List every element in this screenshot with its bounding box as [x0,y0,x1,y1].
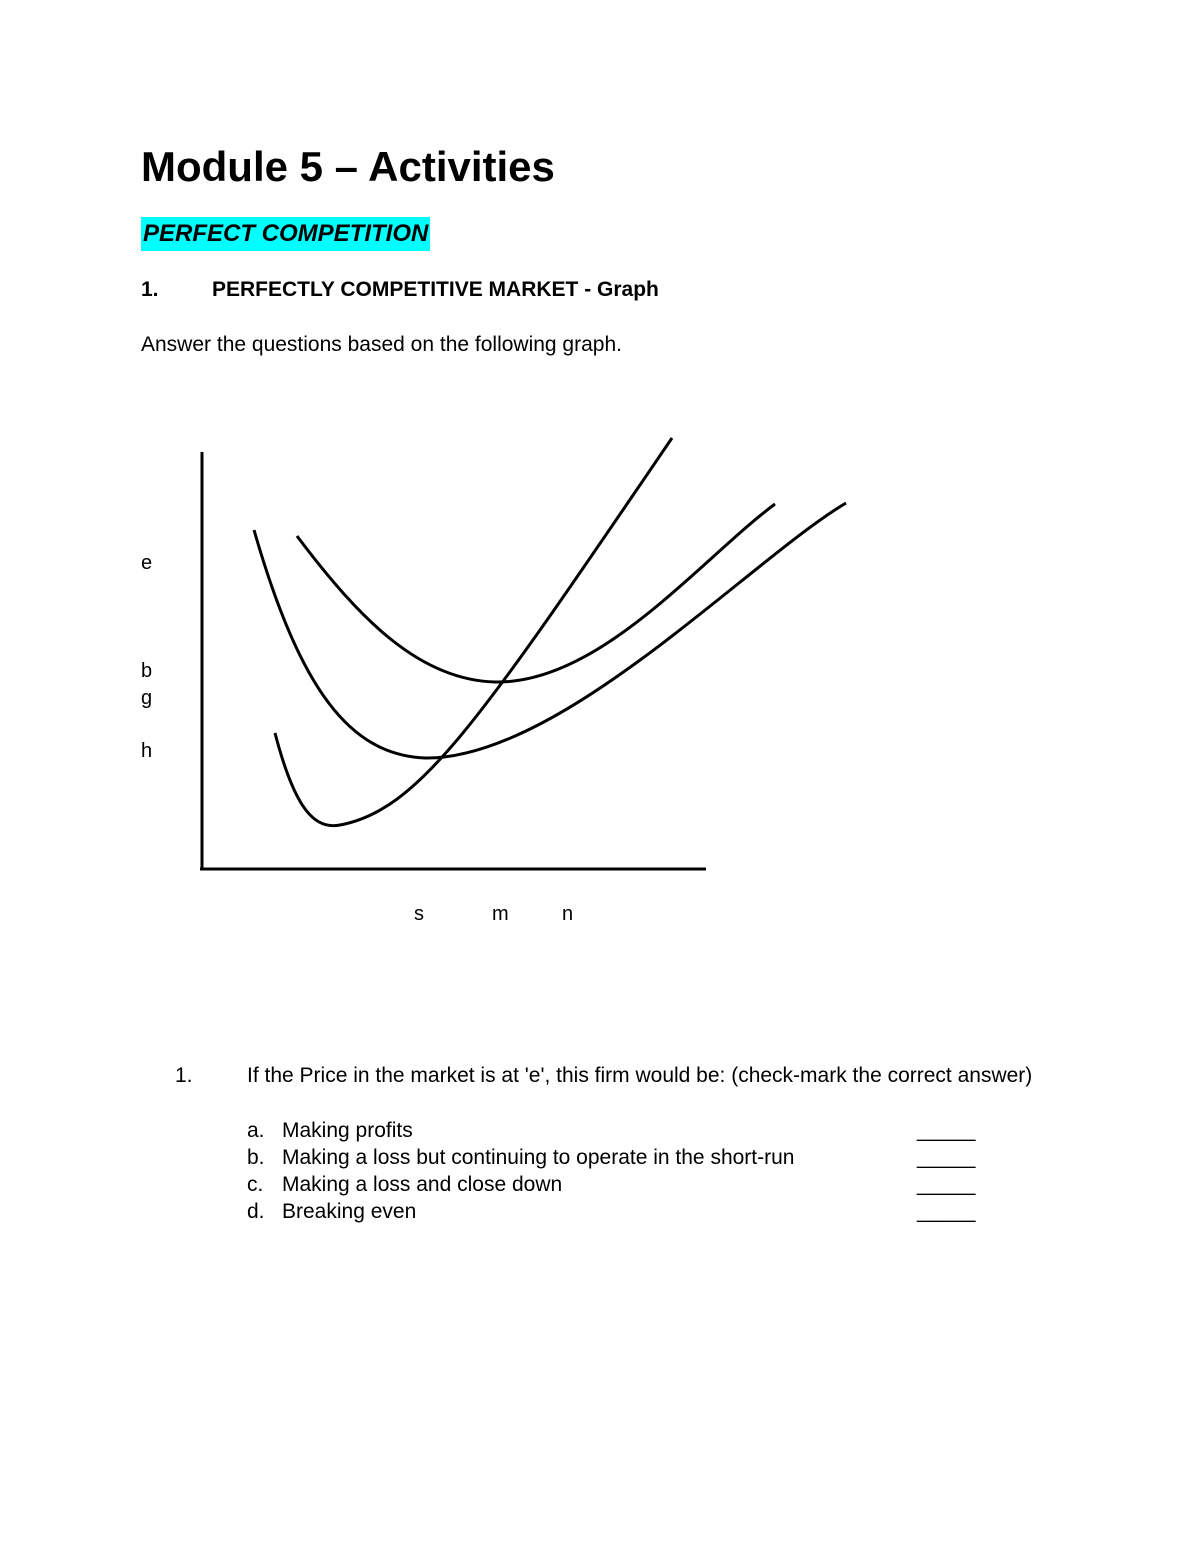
avc-curve [254,503,846,758]
x-label-s: s [414,903,424,925]
option-d[interactable] [247,1198,987,1225]
question-heading-number: 1. [141,278,159,301]
option-text: Breaking even [282,1200,417,1223]
x-label-m: m [492,903,509,925]
atc-curve [297,504,775,682]
option-text: Making profits [282,1119,413,1142]
option-b[interactable] [247,1144,987,1171]
option-letter: a. [247,1119,265,1142]
option-letter: b. [247,1146,265,1169]
question-number: 1. [175,1064,193,1087]
option-a[interactable] [247,1117,987,1144]
answer-blank[interactable]: _____ [917,1173,976,1196]
y-label-g: g [141,687,153,709]
page-title: Module 5 – Activities [141,143,555,190]
intro-text: Answer the questions based on the following graph. [141,333,622,356]
answer-blank[interactable]: _____ [917,1200,976,1223]
option-c[interactable] [247,1171,987,1198]
answer-blank[interactable]: _____ [917,1119,976,1142]
option-letter: d. [247,1200,265,1223]
question-text: If the Price in the market is at 'e', this firm would be: (check-mark the correct answer) [247,1064,1033,1087]
section-heading: PERFECT COMPETITION [141,217,430,251]
option-letter: c. [247,1173,264,1196]
answer-blank[interactable]: _____ [917,1146,976,1169]
mc-curve [275,438,672,826]
question-heading-text: PERFECTLY COMPETITIVE MARKET - Graph [212,278,659,301]
y-label-b: b [141,660,153,682]
y-label-h: h [141,740,153,762]
option-text: Making a loss and close down [282,1173,563,1196]
option-text: Making a loss but continuing to operate in the short-run [282,1146,795,1169]
x-label-n: n [562,903,574,925]
y-label-e: e [141,552,153,574]
